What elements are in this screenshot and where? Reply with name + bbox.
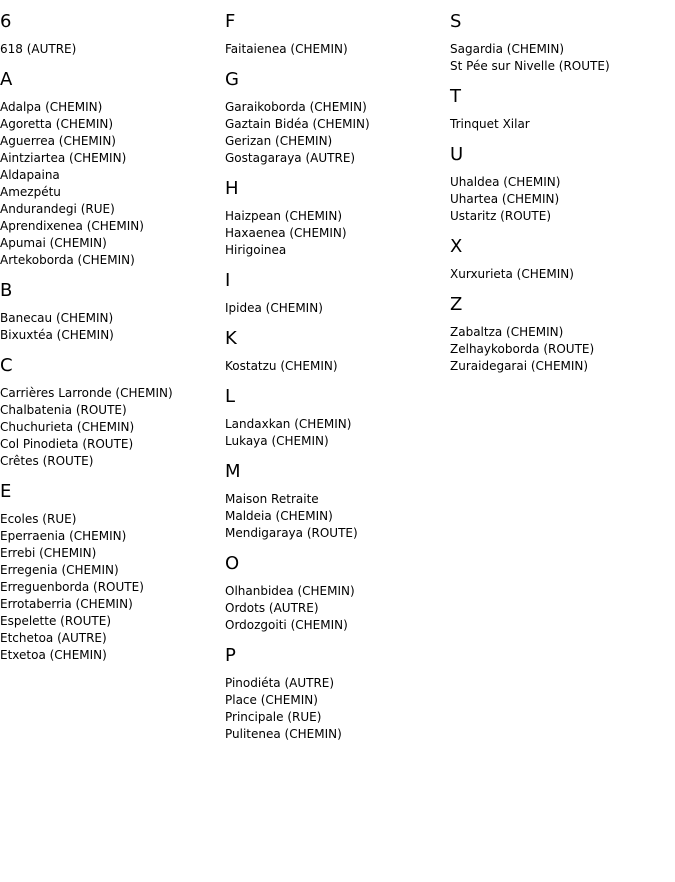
letter-section	[0, 482, 225, 664]
section-letter-heading: 6	[0, 11, 12, 32]
section-letter-heading: A	[0, 69, 13, 90]
street-link[interactable]: Lukaya (CHEMIN)	[225, 434, 329, 448]
street-link[interactable]: Pulitenea (CHEMIN)	[225, 727, 342, 741]
street-link[interactable]: Aldapaina	[0, 168, 60, 182]
street-link[interactable]: Espelette (ROUTE)	[0, 614, 111, 628]
street-link[interactable]: Ordots (AUTRE)	[225, 601, 319, 615]
street-link[interactable]: Ipidea (CHEMIN)	[225, 301, 323, 315]
street-link[interactable]: Amezpétu	[0, 185, 61, 199]
section-letter-heading: P	[225, 645, 236, 666]
letter-section	[450, 12, 675, 75]
street-link[interactable]: Maison Retraite	[225, 492, 319, 506]
section-letter-heading: B	[0, 280, 13, 301]
street-link[interactable]: Mendigaraya (ROUTE)	[225, 526, 358, 540]
street-link[interactable]: Ecoles (RUE)	[0, 512, 77, 526]
section-letter-heading: M	[225, 461, 241, 482]
section-letter-heading: S	[450, 11, 462, 32]
street-list	[0, 310, 225, 344]
letter-section	[450, 237, 675, 283]
street-list	[450, 324, 675, 375]
street-list	[450, 116, 675, 133]
street-link[interactable]: Principale (RUE)	[225, 710, 322, 724]
street-list	[225, 300, 450, 317]
letter-section	[225, 70, 450, 167]
street-link[interactable]: Ustaritz (ROUTE)	[450, 209, 552, 223]
letter-section	[450, 295, 675, 375]
street-link[interactable]: Chalbatenia (ROUTE)	[0, 403, 127, 417]
street-link[interactable]: Sagardia (CHEMIN)	[450, 42, 564, 56]
section-letter-heading: E	[0, 481, 12, 502]
street-link[interactable]: Haizpean (CHEMIN)	[225, 209, 342, 223]
street-link[interactable]: Kostatzu (CHEMIN)	[225, 359, 338, 373]
section-letter-heading: G	[225, 69, 239, 90]
street-link[interactable]: Landaxkan (CHEMIN)	[225, 417, 352, 431]
street-link[interactable]: Etxetoa (CHEMIN)	[0, 648, 107, 662]
street-list	[225, 416, 450, 450]
street-link[interactable]: Zabaltza (CHEMIN)	[450, 325, 564, 339]
street-list	[450, 174, 675, 225]
street-link[interactable]: Aguerrea (CHEMIN)	[0, 134, 116, 148]
letter-section	[225, 646, 450, 743]
section-letter-heading: L	[225, 386, 236, 407]
street-list	[225, 583, 450, 634]
letter-section	[225, 387, 450, 450]
street-link[interactable]: Artekoborda (CHEMIN)	[0, 253, 135, 267]
letter-section	[450, 145, 675, 225]
street-link[interactable]: Uhartea (CHEMIN)	[450, 192, 560, 206]
street-link[interactable]: Maldeia (CHEMIN)	[225, 509, 333, 523]
street-list	[225, 358, 450, 375]
street-link[interactable]: Andurandegi (RUE)	[0, 202, 115, 216]
street-link[interactable]: Errebi (CHEMIN)	[0, 546, 97, 560]
letter-section	[225, 271, 450, 317]
street-link[interactable]: Hirigoinea	[225, 243, 287, 257]
street-link[interactable]: Carrières Larronde (CHEMIN)	[0, 386, 173, 400]
street-list	[225, 491, 450, 542]
street-link[interactable]: Banecau (CHEMIN)	[0, 311, 114, 325]
street-link[interactable]: Eperraenia (CHEMIN)	[0, 529, 127, 543]
street-link[interactable]: Agoretta (CHEMIN)	[0, 117, 114, 131]
street-link[interactable]: St Pée sur Nivelle (ROUTE)	[450, 59, 610, 73]
street-link[interactable]: Erregenia (CHEMIN)	[0, 563, 119, 577]
section-letter-heading: O	[225, 553, 240, 574]
street-link[interactable]: Col Pinodieta (ROUTE)	[0, 437, 134, 451]
street-link[interactable]: Garaikoborda (CHEMIN)	[225, 100, 367, 114]
street-link[interactable]: Olhanbidea (CHEMIN)	[225, 584, 355, 598]
letter-section	[0, 70, 225, 269]
section-letter-heading: F	[225, 11, 236, 32]
street-link[interactable]: Trinquet Xilar	[450, 117, 530, 131]
street-link[interactable]: Zuraidegarai (CHEMIN)	[450, 359, 589, 373]
street-list	[450, 266, 675, 283]
letter-section	[0, 356, 225, 470]
letter-section	[0, 12, 225, 58]
street-list	[225, 208, 450, 259]
section-letter-heading: Z	[450, 294, 463, 315]
street-list	[0, 511, 225, 664]
section-letter-heading: T	[450, 86, 461, 107]
index-column-3	[450, 0, 675, 375]
street-link[interactable]: Xurxurieta (CHEMIN)	[450, 267, 574, 281]
letter-section	[225, 462, 450, 542]
letter-section	[225, 554, 450, 634]
street-link[interactable]: Adalpa (CHEMIN)	[0, 100, 103, 114]
street-link[interactable]: Zelhaykoborda (ROUTE)	[450, 342, 595, 356]
street-list	[0, 41, 225, 58]
street-link[interactable]: Pinodiéta (AUTRE)	[225, 676, 335, 690]
street-link[interactable]: Bixuxtéa (CHEMIN)	[0, 328, 114, 342]
index-column-2	[225, 0, 450, 743]
letter-section	[450, 87, 675, 133]
street-link[interactable]: Chuchurieta (CHEMIN)	[0, 420, 135, 434]
street-list	[225, 99, 450, 167]
section-letter-heading: K	[225, 328, 237, 349]
street-link[interactable]: Faitaienea (CHEMIN)	[225, 42, 348, 56]
street-link[interactable]: Erreguenborda (ROUTE)	[0, 580, 144, 594]
street-link[interactable]: Crêtes (ROUTE)	[0, 454, 94, 468]
section-letter-heading: U	[450, 144, 464, 165]
section-letter-heading: H	[225, 178, 239, 199]
letter-section	[225, 329, 450, 375]
street-link[interactable]: Place (CHEMIN)	[225, 693, 318, 707]
street-link[interactable]: Aprendixenea (CHEMIN)	[0, 219, 144, 233]
street-link[interactable]: Etchetoa (AUTRE)	[0, 631, 107, 645]
index-column-1	[0, 0, 225, 664]
street-link[interactable]: Gerizan (CHEMIN)	[225, 134, 333, 148]
street-list	[225, 675, 450, 743]
street-link[interactable]: 618 (AUTRE)	[0, 42, 77, 56]
street-list	[225, 41, 450, 58]
street-list	[450, 41, 675, 75]
street-list	[0, 385, 225, 470]
letter-section	[0, 281, 225, 344]
letter-section	[225, 179, 450, 259]
section-letter-heading: I	[225, 270, 231, 291]
street-link[interactable]: Gaztain Bidéa (CHEMIN)	[225, 117, 370, 131]
street-link[interactable]: Apumai (CHEMIN)	[0, 236, 107, 250]
street-link[interactable]: Aintziartea (CHEMIN)	[0, 151, 127, 165]
section-letter-heading: C	[0, 355, 13, 376]
street-link[interactable]: Ordozgoiti (CHEMIN)	[225, 618, 348, 632]
street-link[interactable]: Uhaldea (CHEMIN)	[450, 175, 561, 189]
street-list	[0, 99, 225, 269]
street-link[interactable]: Haxaenea (CHEMIN)	[225, 226, 347, 240]
street-link[interactable]: Gostagaraya (AUTRE)	[225, 151, 356, 165]
section-letter-heading: X	[450, 236, 463, 257]
letter-section	[225, 12, 450, 58]
street-link[interactable]: Errotaberria (CHEMIN)	[0, 597, 133, 611]
